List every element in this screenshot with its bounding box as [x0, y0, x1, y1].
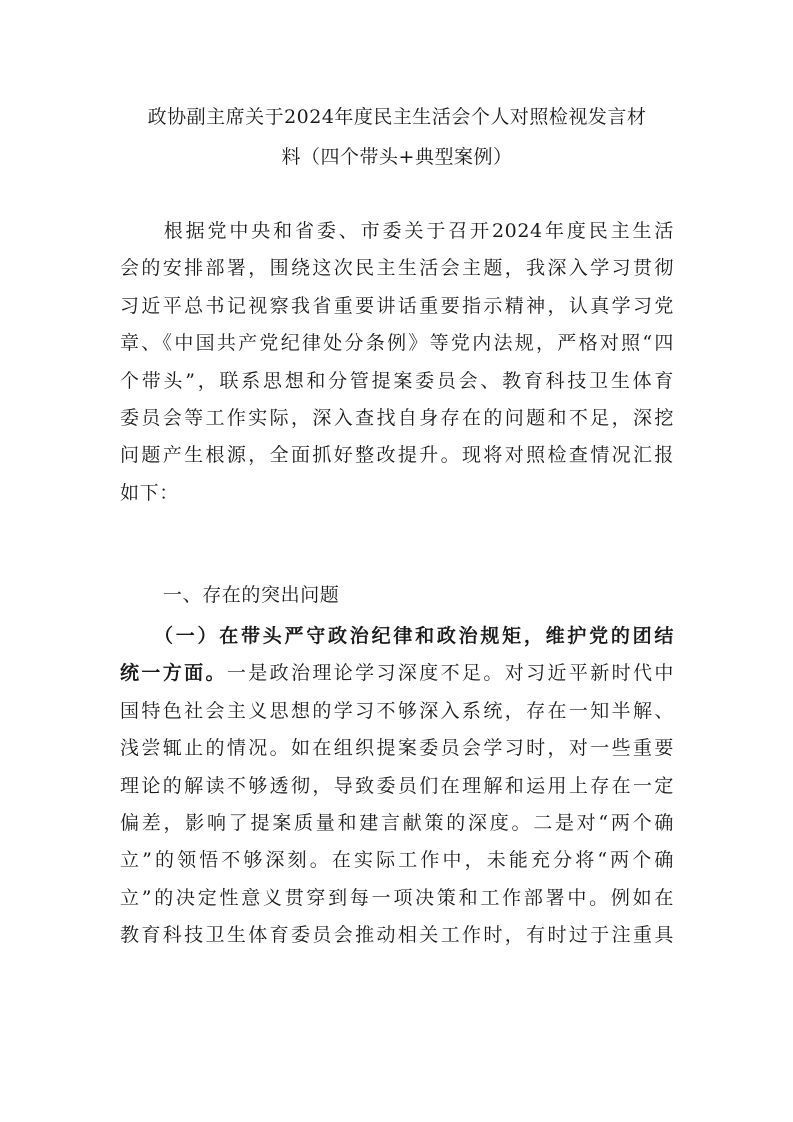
- section-heading-1: 一、存在的突出问题: [163, 584, 340, 606]
- intro-line: 习近平总书记视察我省重要讲话重要指示精神，认真学习党: [120, 294, 674, 317]
- section-1-line: 理论的解读不够透彻，导致委员们在理解和运用上存在一定: [120, 774, 674, 797]
- section-1-line: [120, 655, 674, 692]
- section-1-line: 立”的领悟不够深刻。在实际工作中，未能充分将“两个确: [120, 849, 674, 872]
- section-1-line: 教育科技卫生体育委员会推动相关工作时，有时过于注重具: [120, 924, 674, 947]
- intro-paragraph: [120, 213, 674, 512]
- intro-line: 委员会等工作实际，深入查找自身存在的问题和不足，深挖: [120, 407, 674, 430]
- section-1-line: 浅尝辄止的情况。如在组织提案委员会学习时，对一些重要: [120, 737, 674, 760]
- section-1-line: 国特色社会主义思想的学习不够深入系统，存在一知半解、: [120, 699, 674, 722]
- intro-line: 如下：: [120, 481, 179, 504]
- section-1-paragraph: [120, 618, 674, 955]
- document-title: [100, 97, 694, 177]
- intro-line: 个带头”，联系思想和分管提案委员会、教育科技卫生体育: [120, 369, 674, 392]
- section-1-line: 立”的决定性意义贯穿到每一项决策和工作部署中。例如在: [120, 886, 674, 909]
- intro-line: 章、《中国共产党纪律处分条例》等党内法规，严格对照“四: [120, 332, 674, 355]
- intro-line: 问题产生根源，全面抓好整改提升。现将对照检查情况汇报: [120, 444, 674, 467]
- title-line-1: 政协副主席关于2024年度民主生活会个人对照检视发言材: [147, 106, 647, 128]
- section-1-bold-line: （一）在带头严守政治纪律和政治规矩，维护党的团结: [120, 625, 674, 647]
- title-line-2: 料（四个带头+典型案例）: [281, 146, 513, 168]
- intro-line: 根据党中央和省委、市委关于召开2024年度民主生活: [120, 220, 674, 242]
- section-1-bold-prefix: 统一方面。: [120, 662, 227, 685]
- intro-line: 会的安排部署，围绕这次民主生活会主题，我深入学习贯彻: [120, 257, 674, 280]
- section-1-line: 偏差，影响了提案质量和建言献策的深度。二是对“两个确: [120, 812, 674, 835]
- section-1-line-rest: 一是政治理论学习深度不足。对习近平新时代中: [226, 662, 674, 685]
